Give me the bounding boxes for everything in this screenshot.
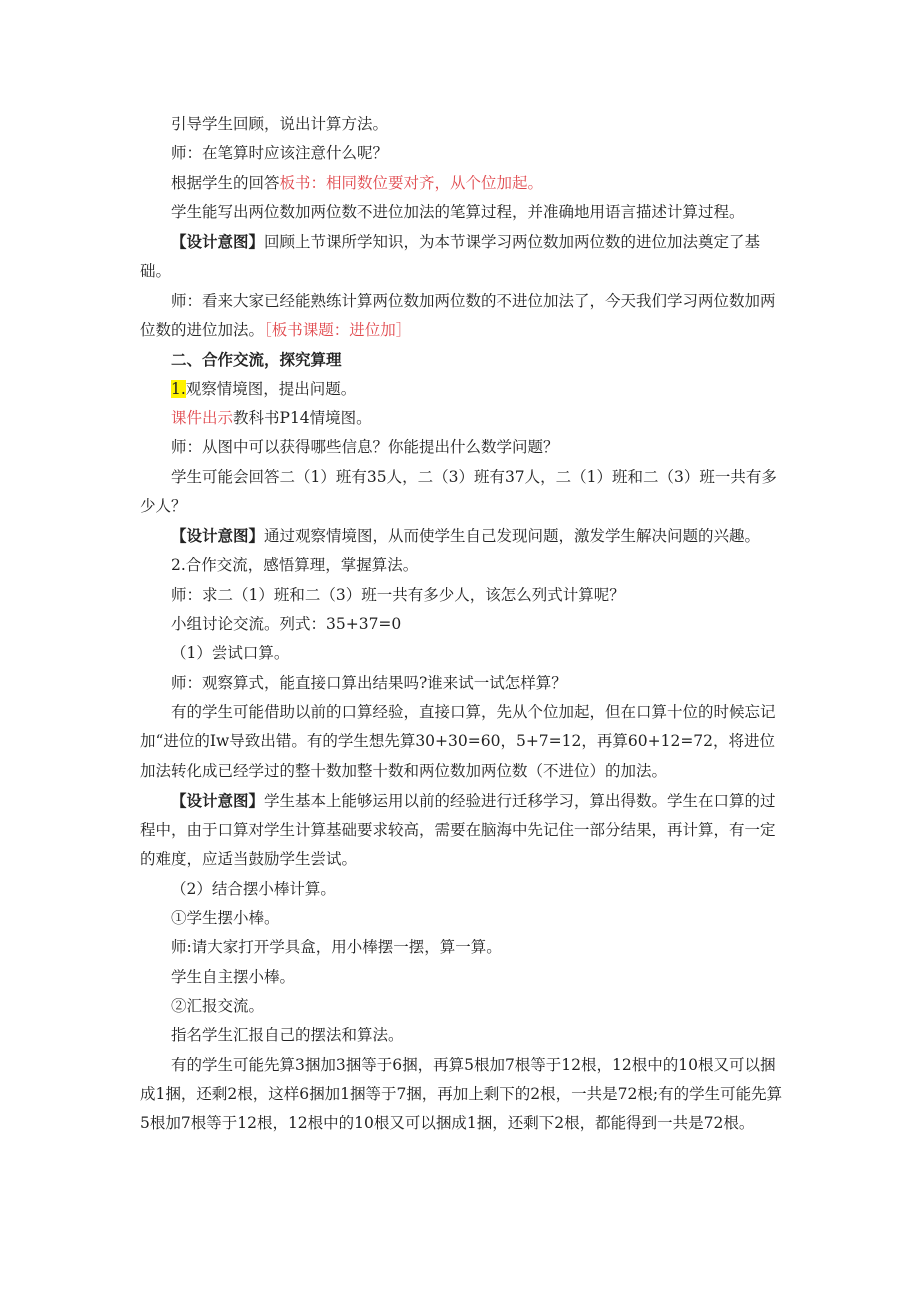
board-note: ［板书课题：进位加］ (264, 321, 412, 340)
paragraph: 师：观察算式，能直接口算出结果吗?谁来试一试怎样算？ (171, 673, 567, 692)
paragraph: 师：求二（1）班和二（3）班一共有多少人，该怎么列式计算呢？ (171, 585, 625, 604)
paragraph: 师：从图中可以获得哪些信息？你能提出什么数学问题？ (171, 438, 559, 457)
paragraph: 师：在笔算时应该注意什么呢？ (171, 144, 389, 163)
paragraph (140, 375, 790, 404)
paragraph (140, 287, 790, 346)
design-intent-label: 【设计意图】 (171, 790, 265, 810)
design-intent-paragraph (140, 521, 790, 551)
text: 学生基本上能够运用以前的经验进行迁移学习，算出得数。学生在口算的过程中，由于口算对学生计算基础要求较高，需要在脑海中先记住一部分结果，再计算，有一定的难度，应适当鼓励学生尝试。 (140, 791, 776, 869)
design-intent-label: 【设计意图】 (171, 526, 265, 546)
paragraph: 引导学生回顾，说出计算方法。 (171, 115, 389, 133)
text: 师：看来大家已经能熟练计算两位数加两位数的不进位加法了，今天我们学习两位数加两位数的进位加法。 (140, 291, 776, 340)
design-intent-paragraph (140, 227, 790, 287)
paragraph (140, 404, 790, 433)
paragraph: 学生自主摆小棒。 (171, 967, 296, 986)
paragraph: （1）尝试口算。 (171, 644, 290, 663)
paragraph: 2.合作交流，感悟算理，掌握算法。 (171, 556, 419, 575)
text: 观察情境图，提出问题。 (185, 379, 357, 398)
courseware-note: 课件出示 (171, 408, 234, 427)
paragraph: 学生可能会回答二（1）班有35人，二（3）班有37人，二（1）班和二（3）班一共有多少人？ (140, 467, 777, 515)
step-number: 1. (171, 379, 186, 398)
board-note: 板书：相同数位要对齐，从个位加起。 (279, 173, 544, 192)
text: 回顾上节课所学知识，为本节课学习两位数加两位数的进位加法奠定了基础。 (140, 233, 761, 281)
document-body (140, 110, 790, 1138)
design-intent-paragraph (140, 786, 790, 875)
paragraph: （2）结合摆小棒计算。 (171, 879, 336, 898)
paragraph: 学生能写出两位数加两位数不进位加法的笔算过程，并准确地用语言描述计算过程。 (171, 202, 745, 221)
paragraph: 小组讨论交流。列式：35+37=0 (171, 615, 402, 634)
design-intent-label: 【设计意图】 (171, 232, 265, 252)
section-heading: 二、合作交流，探究算理 (171, 350, 342, 370)
text: 教科书P14情境图。 (233, 408, 372, 427)
paragraph: 有的学生可能先算3捆加3捆等于6捆，再算5根加7根等于12根，12根中的10根又可以捆成1捆，还剩2根，这样6捆加1捆等于7捆，再加上剩下的2根，一共是72根;有的学生可能先算5根加7根等于12根，12根中的10根又可以捆成1捆，还剩下2根，都能得到一共是72根。 (140, 1055, 783, 1133)
paragraph: ②汇报交流。 (171, 996, 265, 1015)
text: 根据学生的回答 (171, 173, 280, 192)
paragraph: 师:请大家打开学具盒，用小棒摆一摆，算一算。 (171, 938, 502, 957)
paragraph: ①学生摆小棒。 (171, 909, 280, 928)
paragraph (140, 169, 790, 198)
paragraph: 指名学生汇报自己的摆法和算法。 (171, 1026, 404, 1045)
paragraph: 有的学生可能借助以前的口算经验，直接口算，先从个位加起，但在口算十位的时候忘记加“进位的Iw导致出错。有的学生想先算30+30=60，5+7=12，再算60+12=72，将进位加法转化成已经学过的整十数加整十数和两位数加两位数（不进位）的加法。 (140, 702, 776, 780)
text: 通过观察情境图，从而使学生自己发现问题，激发学生解决问题的兴趣。 (264, 527, 761, 546)
